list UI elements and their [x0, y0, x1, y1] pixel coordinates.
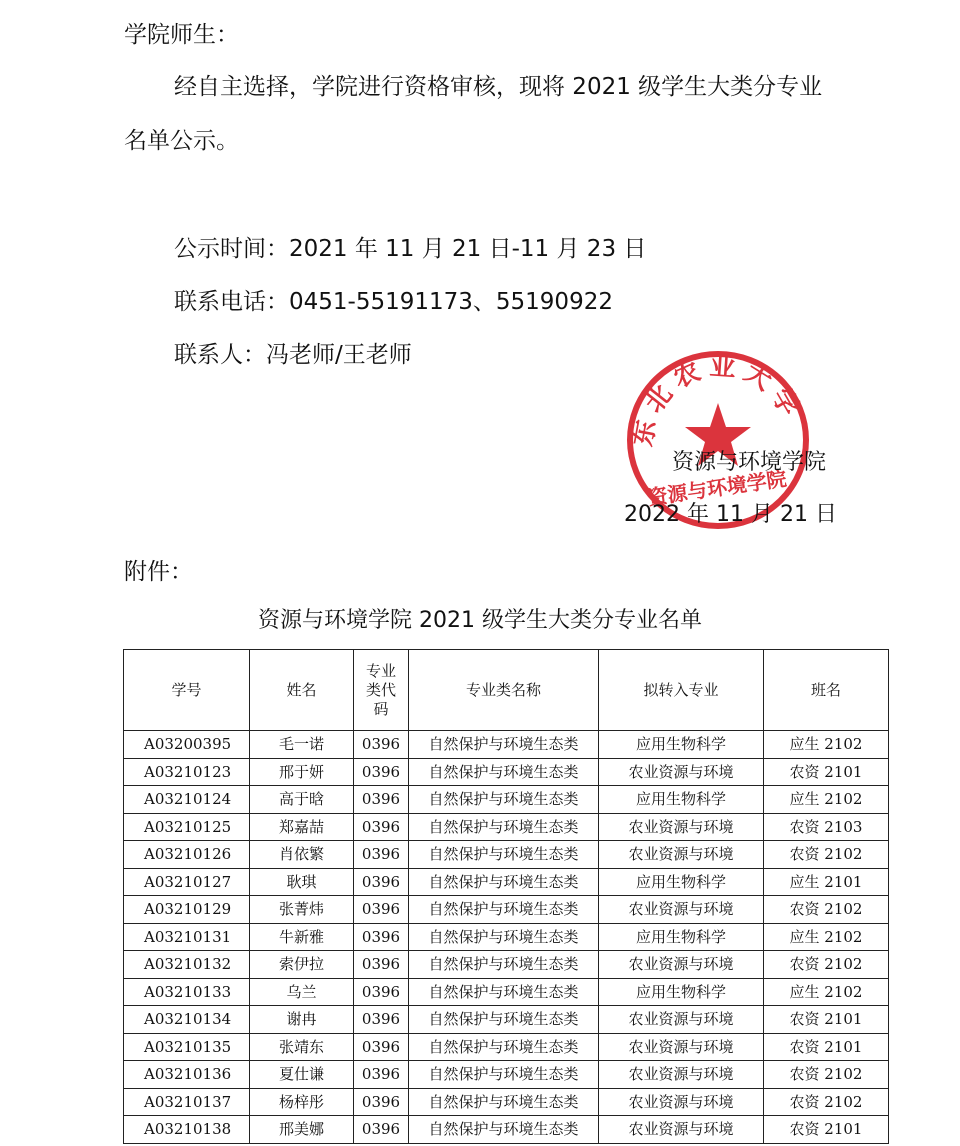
- cell-category-code: 0396: [354, 1088, 409, 1116]
- cell-name: 毛一诺: [250, 731, 354, 759]
- cell-student-id: A03200395: [124, 731, 250, 759]
- seal-arc-text: 东北农业大学: [628, 351, 808, 449]
- cell-category-code: 0396: [354, 951, 409, 979]
- table-row: [124, 1061, 889, 1089]
- cell-category-name: 自然保护与环境生态类: [409, 813, 599, 841]
- table-title: 资源与环境学院 2021 级学生大类分专业名单: [258, 608, 702, 633]
- cell-category-code: 0396: [354, 1116, 409, 1144]
- cell-category-name: 自然保护与环境生态类: [409, 786, 599, 814]
- cell-target-major: 应用生物科学: [599, 923, 764, 951]
- notice-body-line-2: 名单公示。: [124, 128, 239, 154]
- cell-class-name: 应生 2102: [764, 786, 889, 814]
- cell-category-name: 自然保护与环境生态类: [409, 1116, 599, 1144]
- cell-student-id: A03210124: [124, 786, 250, 814]
- cell-class-name: 农资 2101: [764, 1116, 889, 1144]
- table-row: [124, 758, 889, 786]
- table-header-row: [124, 650, 889, 731]
- cell-category-code: 0396: [354, 1006, 409, 1034]
- cell-student-id: A03210127: [124, 868, 250, 896]
- cell-target-major: 应用生物科学: [599, 868, 764, 896]
- table-row: [124, 868, 889, 896]
- table-row: [124, 813, 889, 841]
- cell-target-major: 应用生物科学: [599, 731, 764, 759]
- cell-category-name: 自然保护与环境生态类: [409, 841, 599, 869]
- cell-category-code: 0396: [354, 1033, 409, 1061]
- cell-name: 邢于妍: [250, 758, 354, 786]
- cell-class-name: 应生 2102: [764, 731, 889, 759]
- cell-class-name: 农资 2102: [764, 896, 889, 924]
- cell-class-name: 应生 2102: [764, 978, 889, 1006]
- cell-target-major: 农业资源与环境: [599, 1033, 764, 1061]
- cell-target-major: 农业资源与环境: [599, 951, 764, 979]
- cell-category-code: 0396: [354, 758, 409, 786]
- cell-class-name: 农资 2101: [764, 1033, 889, 1061]
- table-row: [124, 951, 889, 979]
- table-row: [124, 896, 889, 924]
- cell-category-name: 自然保护与环境生态类: [409, 923, 599, 951]
- notice-body-line-1: 经自主选择，学院进行资格审核，现将 2021 级学生大类分专业: [174, 74, 823, 100]
- cell-class-name: 农资 2101: [764, 758, 889, 786]
- header-name: 姓名: [250, 650, 354, 731]
- table-row: [124, 1116, 889, 1144]
- cell-class-name: 农资 2103: [764, 813, 889, 841]
- table-row: [124, 786, 889, 814]
- cell-category-name: 自然保护与环境生态类: [409, 1088, 599, 1116]
- cell-category-name: 自然保护与环境生态类: [409, 978, 599, 1006]
- cell-student-id: A03210125: [124, 813, 250, 841]
- table-row: [124, 1088, 889, 1116]
- cell-category-name: 自然保护与环境生态类: [409, 1061, 599, 1089]
- header-category-code: 专业 类代 码: [354, 650, 409, 731]
- signature-college: 资源与环境学院: [672, 450, 827, 475]
- cell-name: 张靖东: [250, 1033, 354, 1061]
- cell-class-name: 农资 2101: [764, 1006, 889, 1034]
- cell-category-code: 0396: [354, 896, 409, 924]
- header-student-id: 学号: [124, 650, 250, 731]
- cell-name: 郑嘉喆: [250, 813, 354, 841]
- cell-category-code: 0396: [354, 786, 409, 814]
- cell-class-name: 农资 2102: [764, 1061, 889, 1089]
- cell-target-major: 农业资源与环境: [599, 1088, 764, 1116]
- cell-name: 索伊拉: [250, 951, 354, 979]
- contact-person: 联系人：冯老师/王老师: [174, 342, 412, 368]
- header-category-name: 专业类名称: [409, 650, 599, 731]
- attachment-label: 附件：: [124, 559, 193, 585]
- cell-name: 耿琪: [250, 868, 354, 896]
- cell-name: 乌兰: [250, 978, 354, 1006]
- cell-class-name: 农资 2102: [764, 841, 889, 869]
- cell-name: 杨梓彤: [250, 1088, 354, 1116]
- cell-category-code: 0396: [354, 1061, 409, 1089]
- cell-class-name: 应生 2101: [764, 868, 889, 896]
- table-row: [124, 1033, 889, 1061]
- cell-name: 张菁炜: [250, 896, 354, 924]
- cell-category-name: 自然保护与环境生态类: [409, 1033, 599, 1061]
- cell-category-code: 0396: [354, 841, 409, 869]
- cell-target-major: 农业资源与环境: [599, 1061, 764, 1089]
- cell-category-code: 0396: [354, 813, 409, 841]
- table-row: [124, 1006, 889, 1034]
- cell-name: 邢美娜: [250, 1116, 354, 1144]
- cell-category-name: 自然保护与环境生态类: [409, 951, 599, 979]
- seal-bottom-text: 资源与环境学院: [646, 466, 789, 510]
- table-row: [124, 731, 889, 759]
- cell-category-name: 自然保护与环境生态类: [409, 731, 599, 759]
- header-target-major: 拟转入专业: [599, 650, 764, 731]
- cell-target-major: 农业资源与环境: [599, 1116, 764, 1144]
- cell-student-id: A03210129: [124, 896, 250, 924]
- cell-student-id: A03210132: [124, 951, 250, 979]
- cell-category-code: 0396: [354, 923, 409, 951]
- cell-class-name: 农资 2102: [764, 951, 889, 979]
- cell-target-major: 农业资源与环境: [599, 813, 764, 841]
- table-row: [124, 978, 889, 1006]
- header-class-name: 班名: [764, 650, 889, 731]
- cell-target-major: 农业资源与环境: [599, 841, 764, 869]
- publicity-time: 公示时间：2021 年 11 月 21 日-11 月 23 日: [174, 236, 647, 262]
- cell-student-id: A03210126: [124, 841, 250, 869]
- student-major-table: [123, 649, 889, 1144]
- cell-student-id: A03210135: [124, 1033, 250, 1061]
- cell-category-name: 自然保护与环境生态类: [409, 1006, 599, 1034]
- cell-target-major: 农业资源与环境: [599, 896, 764, 924]
- cell-student-id: A03210136: [124, 1061, 250, 1089]
- cell-student-id: A03210123: [124, 758, 250, 786]
- cell-student-id: A03210133: [124, 978, 250, 1006]
- cell-student-id: A03210131: [124, 923, 250, 951]
- cell-target-major: 应用生物科学: [599, 978, 764, 1006]
- table-row: [124, 841, 889, 869]
- cell-category-name: 自然保护与环境生态类: [409, 868, 599, 896]
- cell-student-id: A03210138: [124, 1116, 250, 1144]
- cell-student-id: A03210137: [124, 1088, 250, 1116]
- cell-category-code: 0396: [354, 868, 409, 896]
- cell-class-name: 应生 2102: [764, 923, 889, 951]
- cell-target-major: 农业资源与环境: [599, 758, 764, 786]
- cell-target-major: 应用生物科学: [599, 786, 764, 814]
- greeting-line: 学院师生：: [124, 22, 239, 48]
- cell-name: 牛新雅: [250, 923, 354, 951]
- cell-category-name: 自然保护与环境生态类: [409, 896, 599, 924]
- contact-phone: 联系电话：0451-55191173、55190922: [174, 289, 613, 315]
- cell-student-id: A03210134: [124, 1006, 250, 1034]
- cell-name: 夏仕谦: [250, 1061, 354, 1089]
- signature-date: 2022 年 11 月 21 日: [624, 502, 837, 527]
- cell-name: 高于晗: [250, 786, 354, 814]
- cell-target-major: 农业资源与环境: [599, 1006, 764, 1034]
- cell-category-code: 0396: [354, 978, 409, 1006]
- cell-class-name: 农资 2102: [764, 1088, 889, 1116]
- table-row: [124, 923, 889, 951]
- cell-category-code: 0396: [354, 731, 409, 759]
- cell-name: 肖依繁: [250, 841, 354, 869]
- cell-name: 谢冉: [250, 1006, 354, 1034]
- cell-category-name: 自然保护与环境生态类: [409, 758, 599, 786]
